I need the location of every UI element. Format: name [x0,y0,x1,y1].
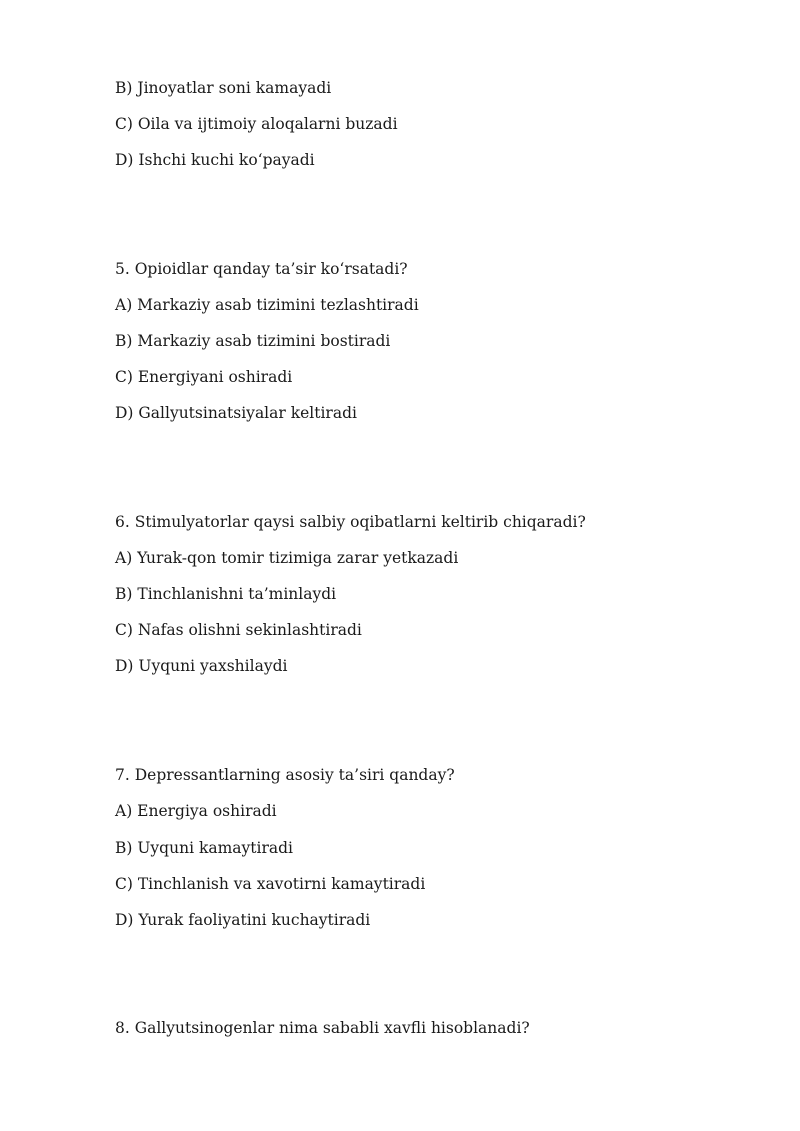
q6-option-c: C) Nafas olishni sekinlashtiradi [115,621,362,639]
q7-question: 7. Depressantlarning asosiy ta’siri qanday? [115,766,455,784]
q7-option-a: A) Energiya oshiradi [115,802,277,820]
q7-option-d: D) Yurak faoliyatini kuchaytiradi [115,911,371,929]
q7-option-b: B) Uyquni kamaytiradi [115,839,294,857]
q8-question: 8. Gallyutsinogenlar nima sababli xavfli hisoblanadi? [115,1019,530,1037]
q5-option-b: B) Markaziy asab tizimini bostiradi [115,332,391,350]
q4-option-d: D) Ishchi kuchi ko‘payadi [115,151,315,169]
q7-option-c: C) Tinchlanish va xavotirni kamaytiradi [115,875,426,893]
q6-option-a: A) Yurak-qon tomir tizimiga zarar yetkazadi [115,549,459,567]
q4-option-c: C) Oila va ijtimoiy aloqalarni buzadi [115,115,398,133]
q6-question: 6. Stimulyatorlar qaysi salbiy oqibatlarni keltirib chiqaradi? [115,513,586,531]
q4-option-b: B) Jinoyatlar soni kamayadi [115,79,332,97]
q5-option-d: D) Gallyutsinatsiyalar keltiradi [115,404,357,422]
q5-question: 5. Opioidlar qanday ta’sir ko‘rsatadi? [115,260,408,278]
q6-option-d: D) Uyquni yaxshilaydi [115,657,288,675]
q6-option-b: B) Tinchlanishni ta’minlaydi [115,585,337,603]
q5-option-a: A) Markaziy asab tizimini tezlashtiradi [115,296,419,314]
q5-option-c: C) Energiyani oshiradi [115,368,293,386]
